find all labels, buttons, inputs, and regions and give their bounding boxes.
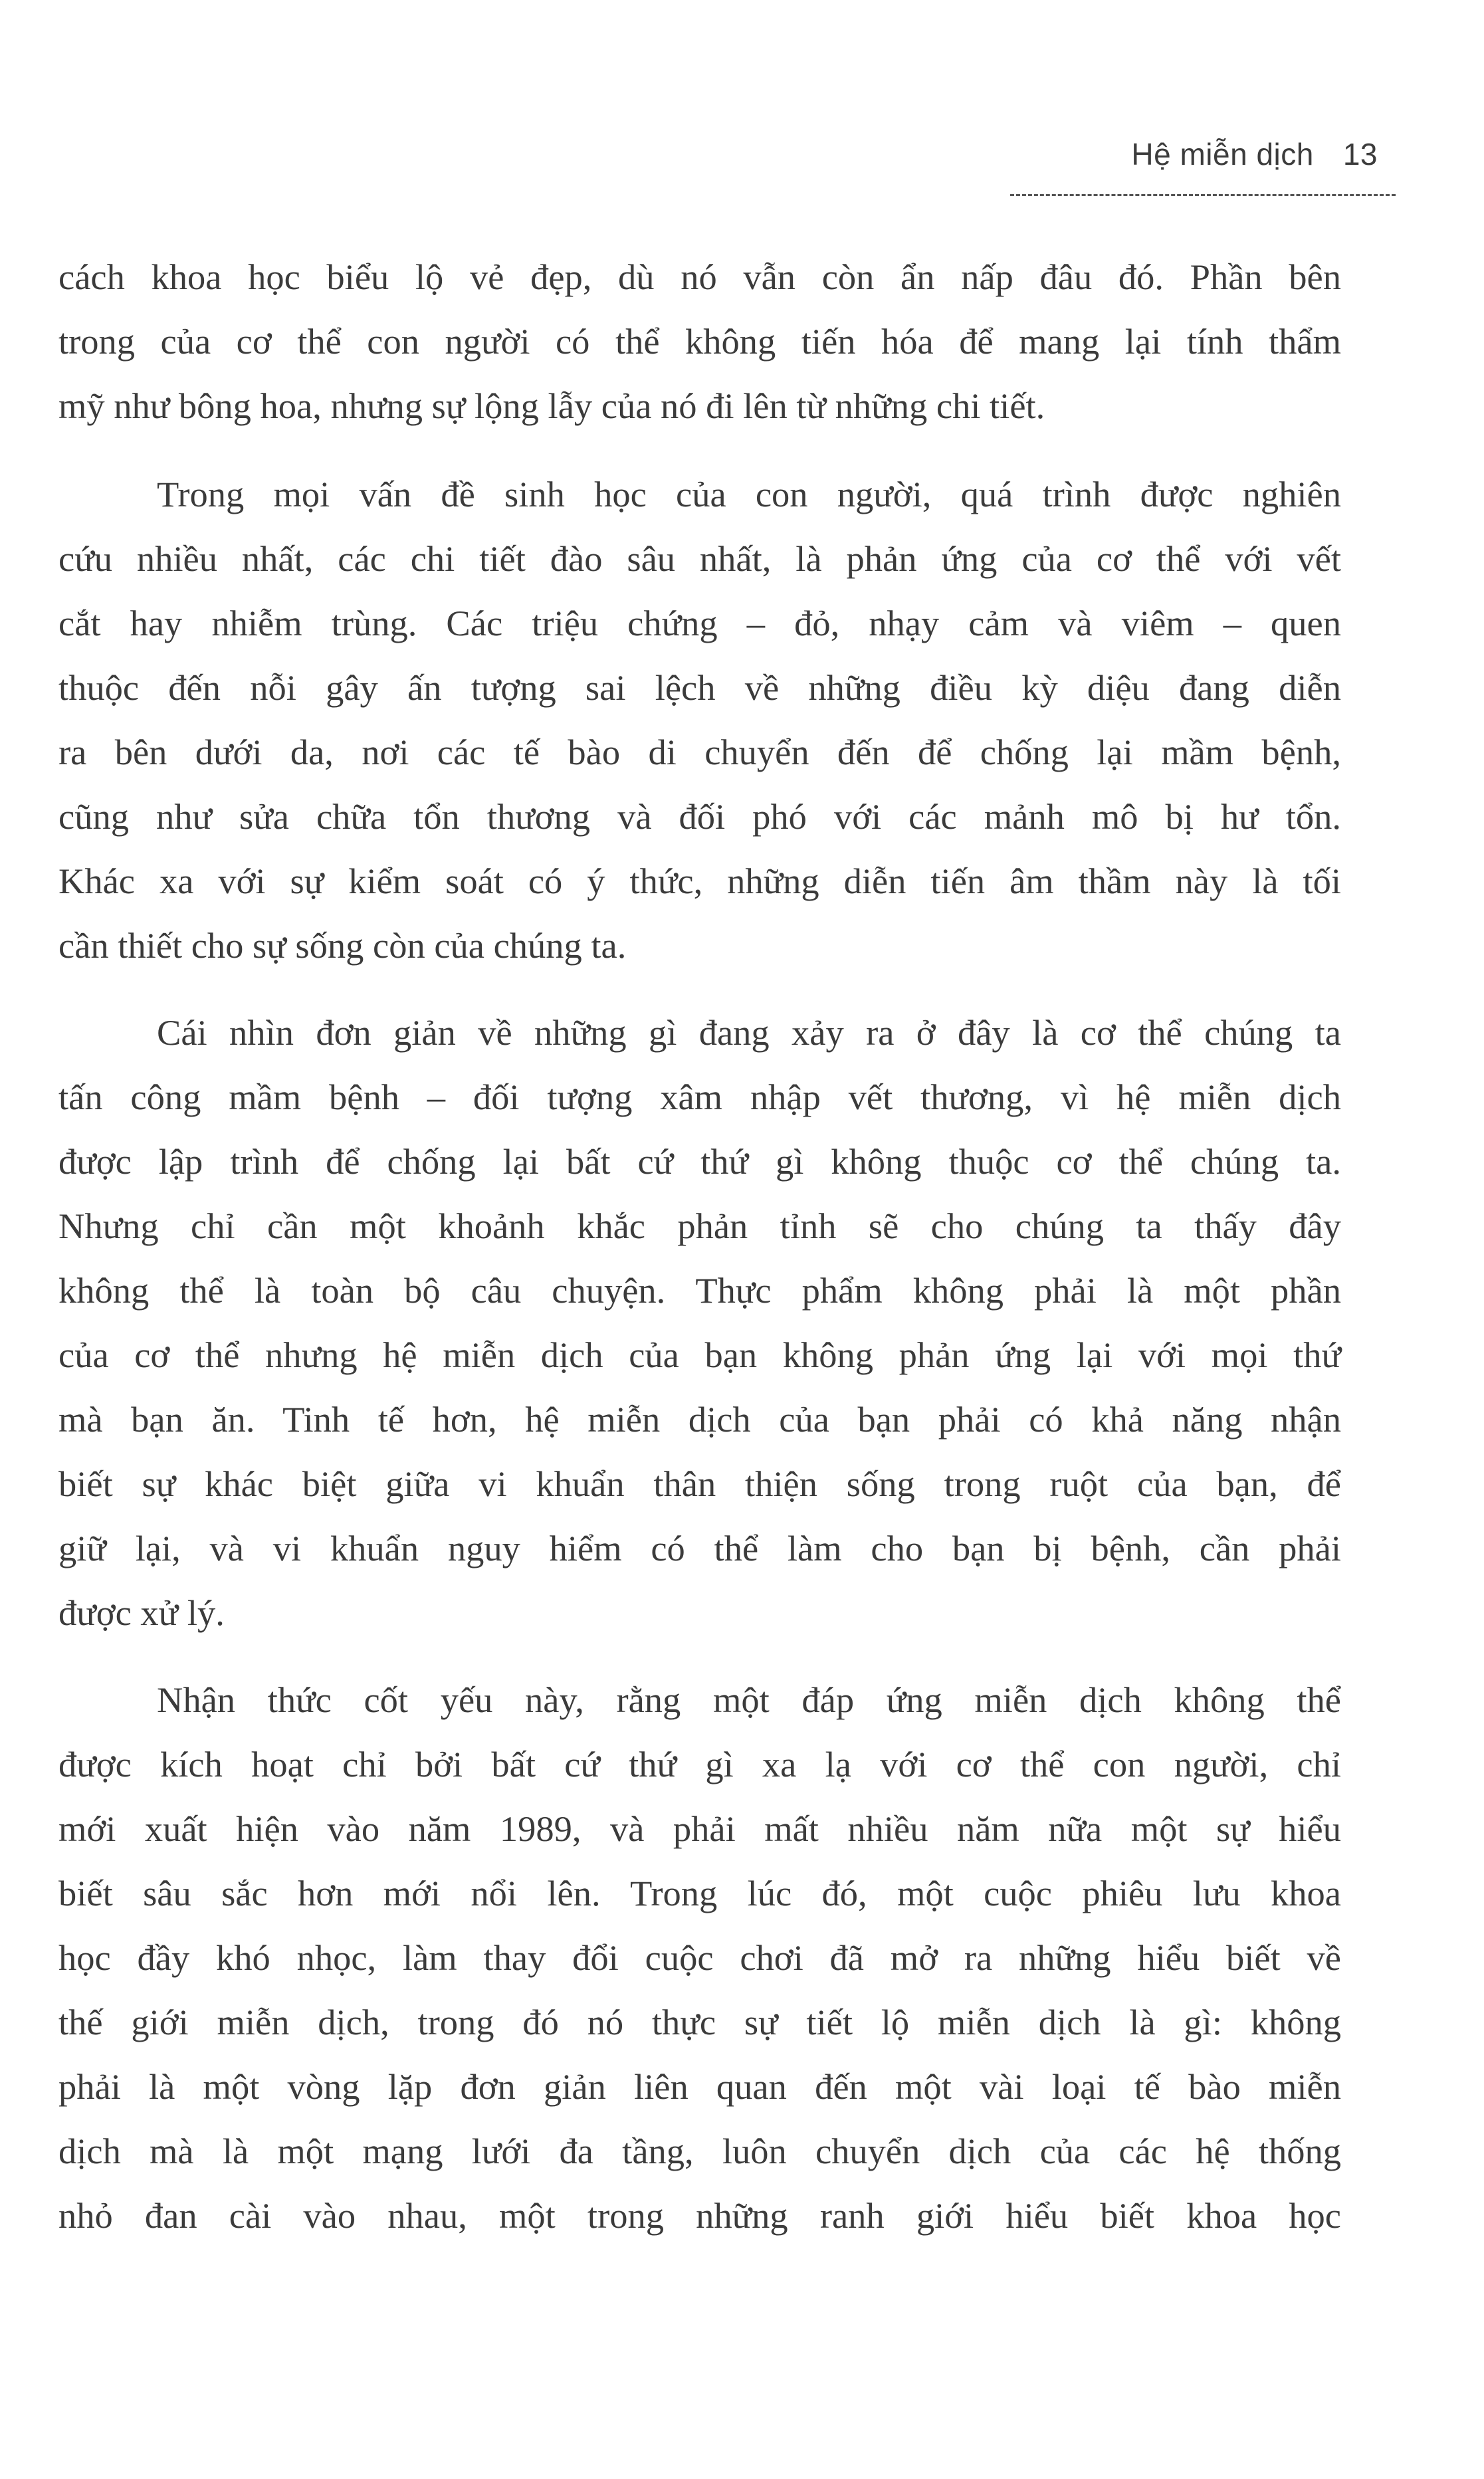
text-line: thuộc đến nỗi gây ấn tượng sai lệch về những điều kỳ diệu đang diễn: [58, 667, 1341, 708]
text-line: được lập trình để chống lại bất cứ thứ gì không thuộc cơ thể chúng ta.: [58, 1141, 1341, 1182]
text-line: mỹ như bông hoa, nhưng sự lộng lẫy của nó đi lên từ những chi tiết.: [58, 385, 1045, 426]
text-line: dịch mà là một mạng lưới đa tầng, luôn chuyển dịch của các hệ thống: [58, 2131, 1341, 2171]
text-line: được kích hoạt chỉ bởi bất cứ thứ gì xa lạ với cơ thể con người, chỉ: [58, 1744, 1341, 1784]
text-line: Khác xa với sự kiểm soát có ý thức, những diễn tiến âm thầm này là tối: [58, 861, 1341, 901]
text-line: cứu nhiều nhất, các chi tiết đào sâu nhất, là phản ứng của cơ thể với vết: [58, 538, 1341, 579]
page-number: 13: [1342, 137, 1378, 171]
paragraph-continuation: [58, 245, 1341, 438]
header-dashed-rule: [1010, 194, 1396, 196]
body-text: [58, 245, 1341, 2270]
text-line: Nhận thức cốt yếu này, rằng một đáp ứng miễn dịch không thể: [157, 1679, 1341, 1720]
text-line: ra bên dưới da, nơi các tế bào di chuyển đến để chống lại mầm bệnh,: [58, 732, 1341, 772]
text-line: mà bạn ăn. Tinh tế hơn, hệ miễn dịch của bạn phải có khả năng nhận: [58, 1399, 1341, 1440]
text-line: Nhưng chỉ cần một khoảnh khắc phản tỉnh sẽ cho chúng ta thấy đây: [58, 1206, 1341, 1246]
text-line: giữ lại, và vi khuẩn nguy hiểm có thể làm cho bạn bị bệnh, cần phải: [58, 1528, 1341, 1568]
text-line: học đầy khó nhọc, làm thay đổi cuộc chơi đã mở ra những hiểu biết về: [58, 1937, 1341, 1978]
text-line: cần thiết cho sự sống còn của chúng ta.: [58, 925, 627, 966]
text-line: phải là một vòng lặp đơn giản liên quan đến một vài loại tế bào miễn: [58, 2066, 1341, 2107]
text-line: biết sâu sắc hơn mới nổi lên. Trong lúc đó, một cuộc phiêu lưu khoa: [58, 1873, 1341, 1913]
text-line: của cơ thể nhưng hệ miễn dịch của bạn không phản ứng lại với mọi thứ: [58, 1335, 1341, 1375]
text-line: cách khoa học biểu lộ vẻ đẹp, dù nó vẫn còn ẩn nấp đâu đó. Phần bên: [58, 257, 1341, 297]
text-line: thế giới miễn dịch, trong đó nó thực sự tiết lộ miễn dịch là gì: không: [58, 2002, 1341, 2042]
text-line: không thể là toàn bộ câu chuyện. Thực phẩm không phải là một phần: [58, 1270, 1341, 1311]
text-line: nhỏ đan cài vào nhau, một trong những ranh giới hiểu biết khoa học: [58, 2195, 1341, 2236]
paragraph: [58, 1000, 1341, 1645]
text-line: Trong mọi vấn đề sinh học của con người, quá trình được nghiên: [157, 474, 1341, 514]
text-line: Cái nhìn đơn giản về những gì đang xảy ra ở đây là cơ thể chúng ta: [157, 1012, 1341, 1053]
text-line: được xử lý.: [58, 1592, 225, 1633]
text-line: mới xuất hiện vào năm 1989, và phải mất nhiều năm nữa một sự hiểu: [58, 1808, 1341, 1849]
running-title: Hệ miễn dịch: [1131, 137, 1314, 171]
running-header: [1131, 136, 1378, 172]
text-line: trong của cơ thể con người có thể không tiến hóa để mang lại tính thẩm: [58, 321, 1341, 362]
text-line: tấn công mầm bệnh – đối tượng xâm nhập vết thương, vì hệ miễn dịch: [58, 1077, 1341, 1117]
text-line: cũng như sửa chữa tổn thương và đối phó với các mảnh mô bị hư tổn.: [58, 796, 1341, 837]
text-line: cắt hay nhiễm trùng. Các triệu chứng – đỏ, nhạy cảm và viêm – quen: [58, 603, 1341, 643]
text-line: biết sự khác biệt giữa vi khuẩn thân thiện sống trong ruột của bạn, để: [58, 1463, 1341, 1504]
paragraph: [58, 1668, 1341, 2248]
paragraph: [58, 462, 1341, 978]
